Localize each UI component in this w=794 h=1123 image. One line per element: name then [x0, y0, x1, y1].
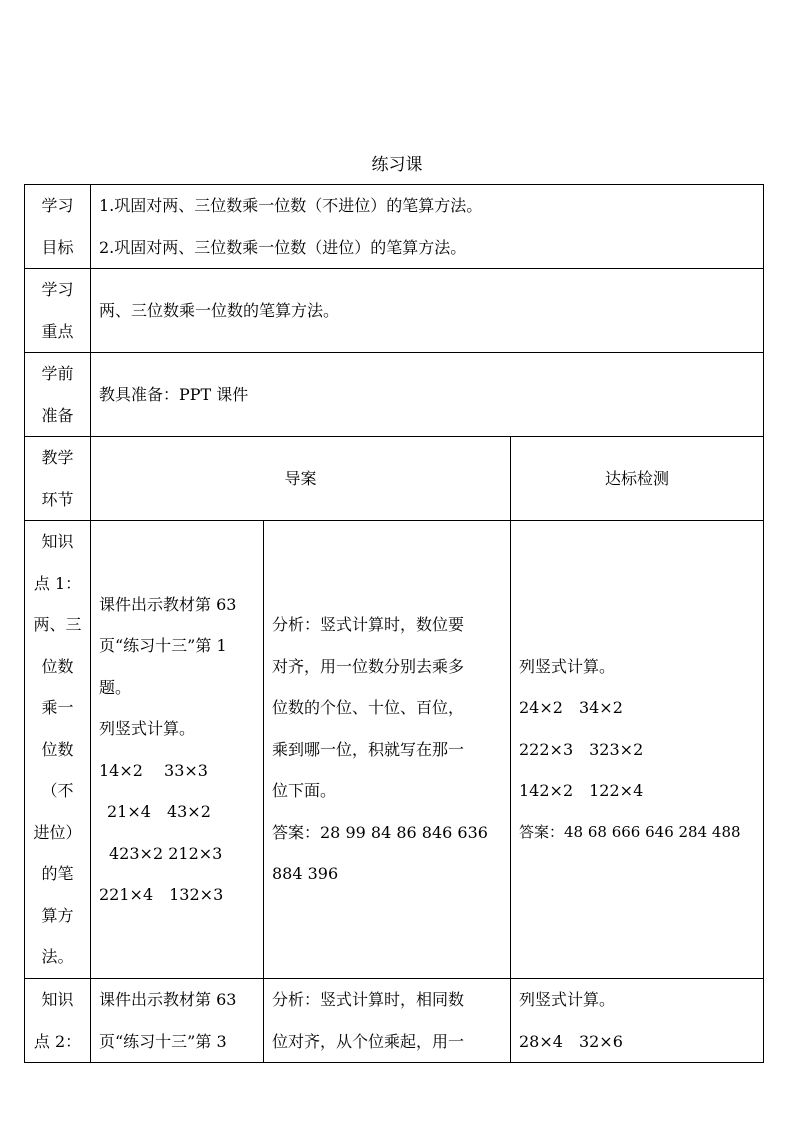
row-focus — [25, 269, 764, 353]
row-knowledge-1 — [25, 521, 764, 979]
row-goal — [25, 185, 764, 269]
k1-courseware: 课件出示教材第 63 页“练习十三”第 1 题。 列竖式计算。 14×2 33×3 21×4 43×2 423×2 212×3 221×4 132×3 — [91, 521, 264, 979]
header-check: 达标检测 — [511, 437, 764, 521]
label-knowledge-2: 知识 点 2： — [25, 979, 91, 1063]
goal-line-2: 2.巩固对两、三位数乘一位数（进位）的笔算方法。 — [99, 237, 467, 257]
row-prep — [25, 353, 764, 437]
label-prep: 学前 准备 — [25, 353, 91, 437]
label-header: 教学 环节 — [25, 437, 91, 521]
prep-content: 教具准备：PPT 课件 — [91, 353, 764, 437]
k2-analysis: 分析：竖式计算时，相同数 位对齐，从个位乘起，用一 — [264, 979, 511, 1063]
row-knowledge-2 — [25, 979, 764, 1063]
lesson-plan-table — [24, 184, 764, 1063]
goal-content — [91, 185, 764, 269]
row-header — [25, 437, 764, 521]
goal-line-1: 1.巩固对两、三位数乘一位数（不进位）的笔算方法。 — [99, 196, 483, 215]
label-knowledge-1: 知识 点 1： 两、三 位数 乘一 位数 （不 进位） 的笔 算方 法。 — [25, 521, 91, 979]
k2-courseware: 课件出示教材第 63 页“练习十三”第 3 — [91, 979, 264, 1063]
label-goal: 学习 目标 — [25, 185, 91, 269]
label-focus: 学习 重点 — [25, 269, 91, 353]
k1-check: 列竖式计算。 24×2 34×2 222×3 323×2 142×2 122×4 答案：48 68 666 646 284 488 — [511, 521, 764, 979]
focus-content: 两、三位数乘一位数的笔算方法。 — [91, 269, 764, 353]
header-guide: 导案 — [91, 437, 511, 521]
k1-analysis: 分析：竖式计算时，数位要 对齐，用一位数分别去乘多 位数的个位、十位、百位， 乘到哪一位，积就写在那一 位下面。 答案：28 99 84 86 846 636 884 396 — [264, 521, 511, 979]
page-title: 练习课 — [371, 155, 423, 175]
k2-check: 列竖式计算。 28×4 32×6 — [511, 979, 764, 1063]
